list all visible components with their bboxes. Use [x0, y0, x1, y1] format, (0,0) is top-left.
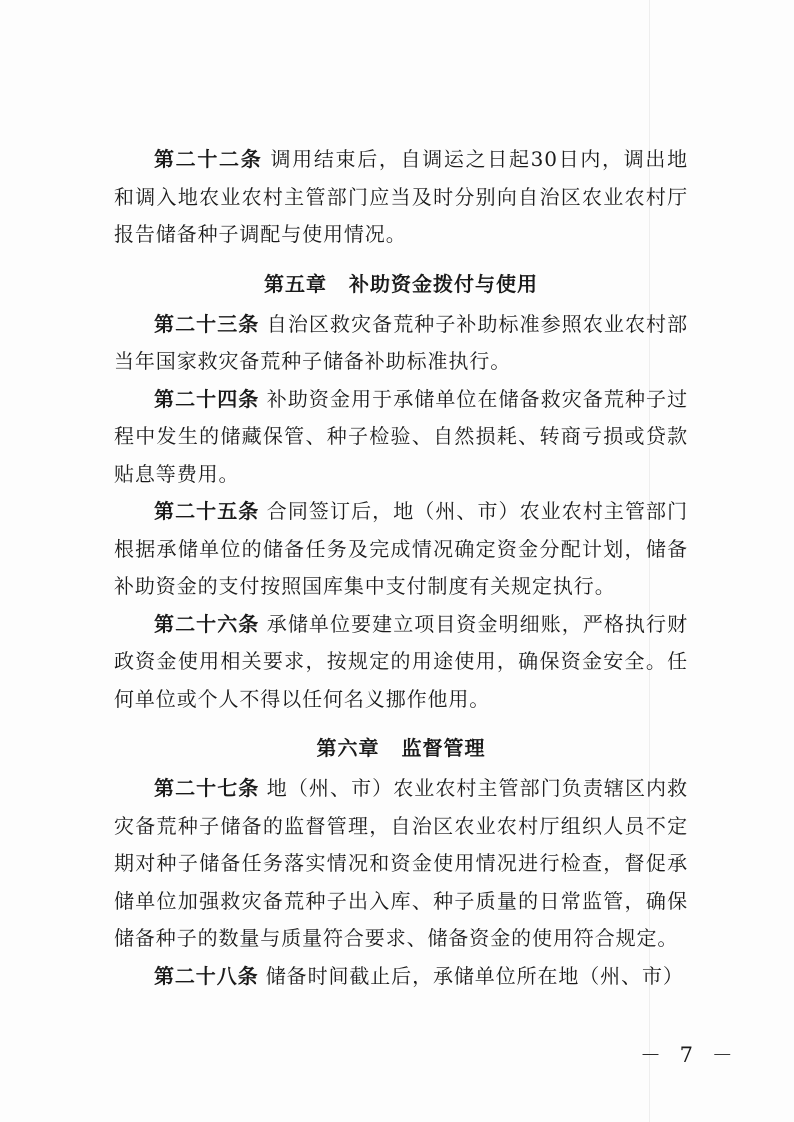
article-label: 第二十二条	[154, 147, 263, 171]
article-text: 合同签订后，地（州、市）农业农村主管部门根据承储单位的储备任务及完成情况确定资金分配计划，储备补助资金的支付按照国库集中支付制度有关规定执行。	[114, 499, 689, 598]
document-body	[114, 141, 688, 995]
article-text: 调用结束后，自调运之日起30日内，调出地和调入地农业农村主管部门应当及时分别向自治区农业农村厅报告储备种子调配与使用情况。	[114, 147, 689, 246]
article-text: 承储单位要建立项目资金明细账，严格执行财政资金使用相关要求，按规定的用途使用，确保资金安全。任何单位或个人不得以任何名义挪作他用。	[114, 611, 689, 711]
article-label: 第二十五条	[154, 499, 260, 523]
article-label: 第二十七条	[154, 776, 260, 800]
article-22	[114, 141, 688, 254]
article-label: 第二十八条	[154, 963, 259, 988]
chapter-number: 第六章	[316, 736, 380, 760]
article-23	[114, 306, 688, 381]
article-text: 储备时间截止后，承储单位所在地（州、市）	[265, 963, 684, 988]
chapter-title: 补助资金拨付与使用	[349, 271, 538, 296]
article-label: 第二十六条	[154, 611, 260, 636]
chapter-number: 第五章	[264, 271, 327, 296]
article-28	[114, 958, 688, 996]
chapter-heading-5	[114, 264, 688, 304]
article-26	[114, 606, 688, 719]
chapter-heading-6	[114, 728, 688, 768]
article-text: 地（州、市）农业农村主管部门负责辖区内救灾备荒种子储备的监督管理，自治区农业农村厅组织人员不定期对种子储备任务落实情况和资金使用情况进行检查，督促承储单位加强救灾备荒种子出入库、种子质量的日常监管，确保储备种子的数量与质量符合要求、储备资金的使用符合规定。	[114, 776, 689, 950]
chapter-title: 监督管理	[401, 736, 486, 760]
article-25	[114, 493, 688, 606]
article-text: 自治区救灾备荒种子补助标准参照农业农村部当年国家救灾备荒种子储备补助标准执行。	[114, 311, 689, 373]
page-number: － 7 －	[640, 1043, 739, 1067]
article-27	[114, 770, 688, 958]
article-text: 补助资金用于承储单位在储备救灾备荒种子过程中发生的储藏保管、种子检验、自然损耗、转商亏损或贷款贴息等费用。	[114, 386, 689, 486]
article-24	[114, 381, 688, 494]
article-label: 第二十三条	[154, 311, 260, 336]
article-label: 第二十四条	[154, 386, 260, 411]
